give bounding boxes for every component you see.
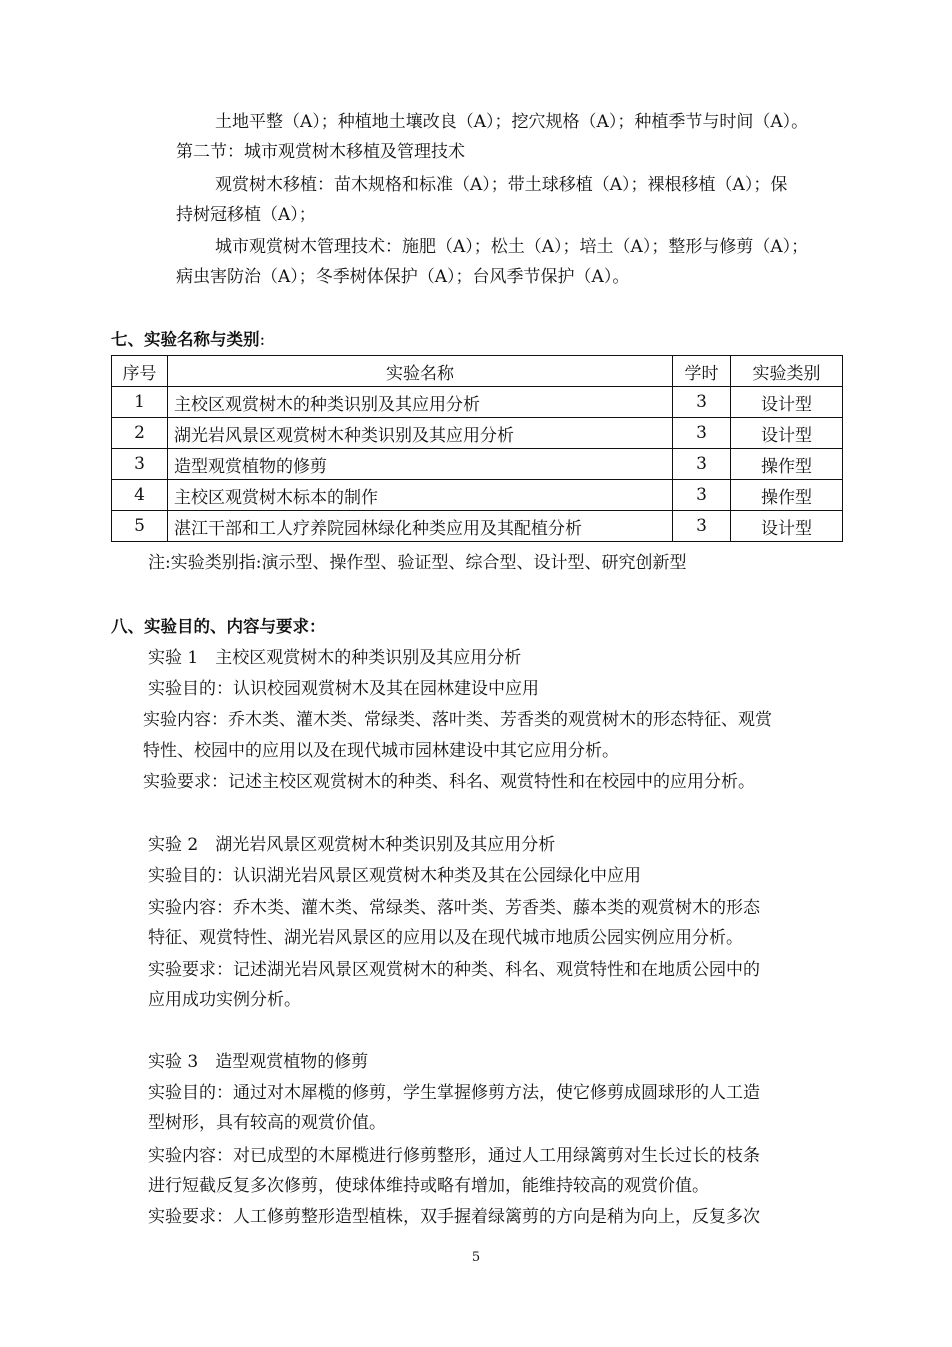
header-index: 序号 [112,356,168,387]
sec6-line-6: 病虫害防治（A）；冬季树体保护（A）；台风季节保护（A）。 [176,267,630,287]
table-row [112,480,843,511]
exp3-purpose-1: 实验目的：通过对木犀榄的修剪，学生掌握修剪方法，使它修剪成圆球形的人工造 [148,1083,760,1103]
cell-name: 主校区观赏树木的种类识别及其应用分析 [168,387,673,418]
sec6-line-5: 城市观赏树木管理技术：施肥（A）；松土（A）；培土（A）；整形与修剪（A）； [215,237,809,257]
exp2-content-2: 特征、观赏特性、湖光岩风景区的应用以及在现代城市地质公园实例应用分析。 [148,928,743,948]
exp3-content-2: 进行短截反复多次修剪，使球体维持或略有增加，能维持较高的观赏价值。 [148,1176,709,1196]
header-type: 实验类别 [731,356,843,387]
exp1-content-1: 实验内容：乔木类、灌木类、常绿类、落叶类、芳香类的观赏树木的形态特征、观赏 [143,710,772,730]
sec6-line-4: 持树冠移植（A）； [176,205,316,225]
cell-type: 设计型 [731,418,843,449]
cell-name: 湛江干部和工人疗养院园林绿化种类应用及其配植分析 [168,511,673,542]
cell-index: 3 [112,449,168,480]
exp3-title: 实验 3 造型观赏植物的修剪 [148,1052,369,1072]
cell-name: 造型观赏植物的修剪 [168,449,673,480]
exp1-content-2: 特性、校园中的应用以及在现代城市园林建设中其它应用分析。 [143,741,619,761]
exp2-content-1: 实验内容：乔木类、灌木类、常绿类、落叶类、芳香类、藤本类的观赏树木的形态 [148,898,760,918]
cell-hours: 3 [673,480,731,511]
exp3-content-1: 实验内容：对已成型的木犀榄进行修剪整形，通过人工用绿篱剪对生长过长的枝条 [148,1146,760,1166]
sec8-heading: 八、实验目的、内容与要求： [111,617,326,636]
exp3-requirement-1: 实验要求：人工修剪整形造型植株，双手握着绿篱剪的方向是稍为向上，反复多次 [148,1207,760,1227]
exp1-title: 实验 1 主校区观赏树木的种类识别及其应用分析 [148,648,522,668]
cell-index: 5 [112,511,168,542]
page-number: 5 [471,1250,481,1265]
exp1-purpose: 实验目的：认识校园观赏树木及其在园林建设中应用 [148,679,539,699]
cell-hours: 3 [673,418,731,449]
sec7-heading [111,327,265,353]
table-row [112,511,843,542]
header-name: 实验名称 [168,356,673,387]
cell-type: 操作型 [731,480,843,511]
exp2-title: 实验 2 湖光岩风景区观赏树木种类识别及其应用分析 [148,835,556,855]
table-note: 注:实验类别指:演示型、操作型、验证型、综合型、设计型、研究创新型 [148,553,687,573]
sec6-subsection-title: 第二节：城市观赏树木移植及管理技术 [176,142,465,162]
cell-name: 主校区观赏树木标本的制作 [168,480,673,511]
cell-hours: 3 [673,387,731,418]
exp1-requirement: 实验要求：记述主校区观赏树木的种类、科名、观赏特性和在校园中的应用分析。 [143,772,755,792]
cell-hours: 3 [673,511,731,542]
exp3-purpose-2: 型树形，具有较高的观赏价值。 [148,1113,386,1133]
cell-name: 湖光岩风景区观赏树木种类识别及其应用分析 [168,418,673,449]
cell-hours: 3 [673,449,731,480]
exp2-purpose: 实验目的：认识湖光岩风景区观赏树木种类及其在公园绿化中应用 [148,866,641,886]
cell-type: 设计型 [731,511,843,542]
cell-index: 1 [112,387,168,418]
sec7-heading-text: 七、实验名称与类别 [111,330,260,349]
exp2-requirement-2: 应用成功实例分析。 [148,990,301,1010]
cell-index: 2 [112,418,168,449]
cell-type: 操作型 [731,449,843,480]
table-row [112,418,843,449]
cell-type: 设计型 [731,387,843,418]
table-header-row [112,356,843,387]
table-row [112,387,843,418]
header-hours: 学时 [673,356,731,387]
sec6-line-1: 土地平整（A）；种植地土壤改良（A）；挖穴规格（A）；种植季节与时间（A）。 [215,112,809,132]
sec7-heading-colon: : [259,330,266,350]
exp2-requirement-1: 实验要求：记述湖光岩风景区观赏树木的种类、科名、观赏特性和在地质公园中的 [148,960,760,980]
table-row [112,449,843,480]
cell-index: 4 [112,480,168,511]
experiment-table [111,355,843,542]
sec6-line-3: 观赏树木移植：苗木规格和标准（A）；带土球移植（A）；裸根移植（A）；保 [215,175,788,195]
